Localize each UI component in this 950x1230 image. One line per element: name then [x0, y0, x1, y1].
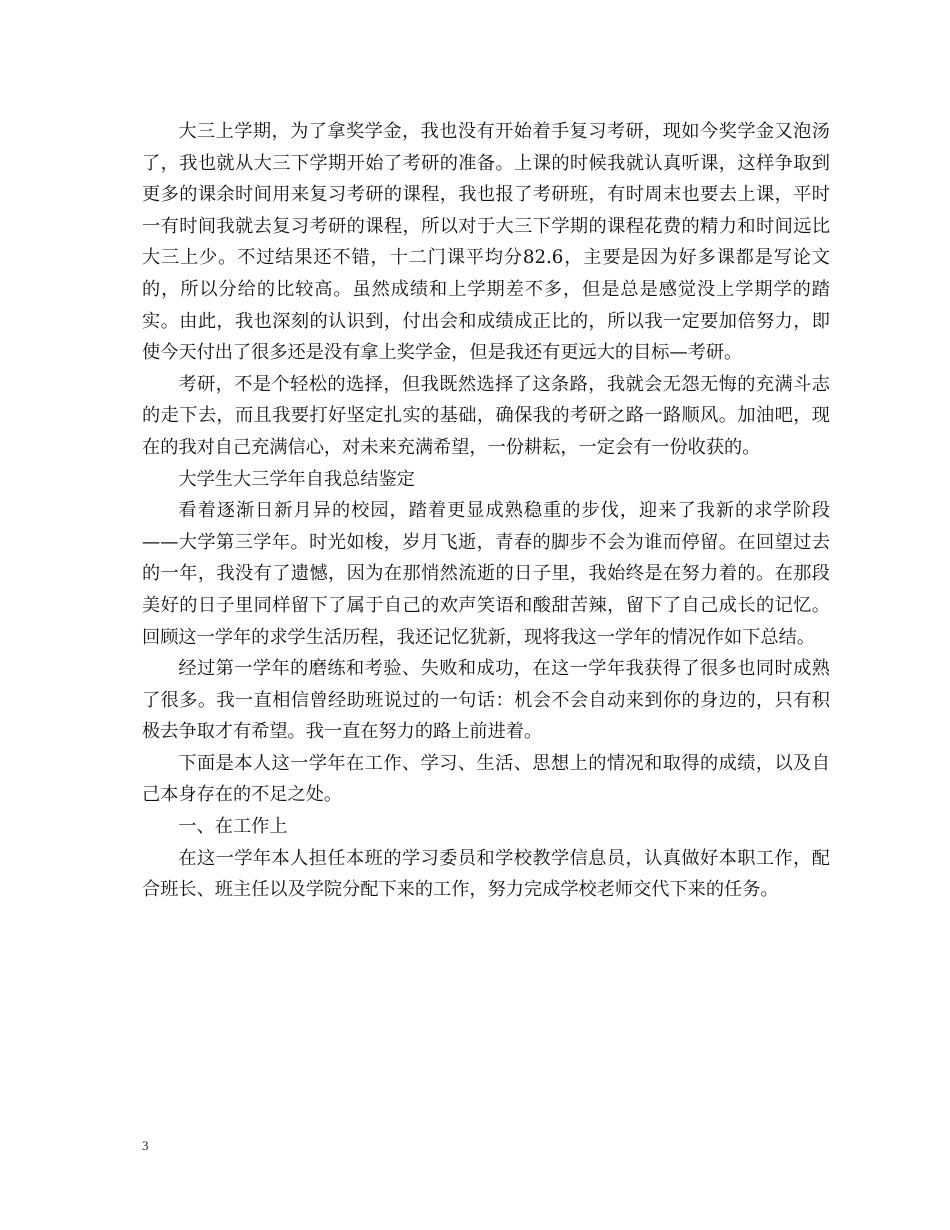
page-number: 3: [142, 1138, 149, 1153]
paragraph-exam-preparation: 大三上学期，为了拿奖学金，我也没有开始着手复习考研，现如今奖学金又泡汤了，我也就从大三下学期开始了考研的准备。上课的时候我就认真听课，这样争取到更多的课余时间用来复习考研的课程，我也报了考研班，有时周末也要去上课，平时一有时间我就去复习考研的课程，所以对于大三下学期的课程花费的精力和时间远比大三上少。不过结果还不错，十二门课平均分82.6，主要是因为好多课都是写论文的，所以分给的比较高。虽然成绩和上学期差不多，但是总是感觉没上学期学的踏实。由此，我也深刻的认识到，付出会和成绩成正比的，所以我一定要加倍努力，即使今天付出了很多还是没有拿上奖学金，但是我还有更远大的目标—考研。: [142, 121, 830, 364]
paragraph-exam-resolve: 考研，不是个轻松的选择，但我既然选择了这条路，我就会无怨无悔的充满斗志的走下去，而且我要打好坚定扎实的基础，确保我的考研之路一路顺风。加油吧，现在的我对自己充满信心，对未来充满希望，一份耕耘，一定会有一份收获的。: [142, 373, 830, 458]
document-body: [142, 116, 830, 906]
paragraph-third-year-intro: 看着逐渐日新月异的校园，踏着更显成熟稳重的步伐，迎来了我新的求学阶段——大学第三学年。时光如梭，岁月飞逝，青春的脚步不会为谁而停留。在回望过去的一年，我没有了遗憾，因为在那悄然流逝的日子里，我始终是在努力着的。在那段美好的日子里同样留下了属于自己的欢声笑语和酸甜苦辣，留下了自己成长的记忆。回顾这一学年的求学生活历程，我还记忆犹新，现将我这一学年的情况作如下总结。: [142, 500, 830, 648]
section-heading-work: 一、在工作上: [178, 816, 288, 838]
section-title-self-assessment: 大学生大三学年自我总结鉴定: [178, 468, 415, 490]
paragraph-work-duties: 在这一学年本人担任本班的学习委员和学校教学信息员，认真做好本职工作，配合班长、班主任以及学院分配下来的工作，努力完成学校老师交代下来的任务。: [142, 847, 830, 901]
paragraph-summary-scope: 下面是本人这一学年在工作、学习、生活、思想上的情况和取得的成绩，以及自己本身存在的不足之处。: [142, 752, 830, 806]
paragraph-growth: 经过第一学年的磨练和考验、失败和成功，在这一学年我获得了很多也同时成熟了很多。我一直相信曾经助班说过的一句话：机会不会自动来到你的身边的，只有积极去争取才有希望。我一直在努力的路上前进着。: [142, 658, 830, 743]
